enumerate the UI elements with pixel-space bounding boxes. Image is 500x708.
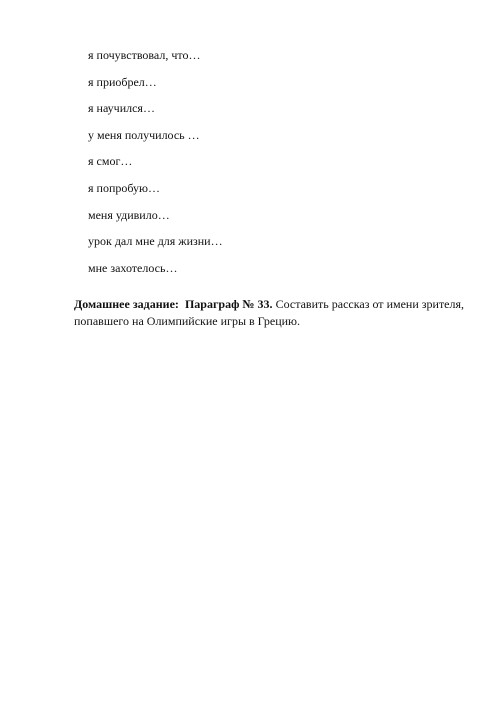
reflection-phrase: меня удивило…: [88, 207, 170, 222]
reflection-phrase: я смог…: [88, 154, 133, 169]
homework-line-1: [74, 296, 464, 313]
reflection-phrase: у меня получилось …: [88, 127, 200, 142]
homework-paragraph-number: Параграф № 33.: [184, 297, 273, 311]
reflection-phrase: я попробую…: [88, 180, 160, 195]
homework-paragraph: [74, 296, 464, 330]
reflection-phrase: мне захотелось…: [88, 260, 178, 275]
homework-task-end: попавшего на Олимпийские игры в Грецию.: [74, 314, 301, 328]
reflection-phrase: я приобрел…: [88, 74, 157, 89]
reflection-phrase: я научился…: [88, 101, 155, 116]
reflection-phrase: урок дал мне для жизни…: [88, 234, 223, 249]
homework-task-start: Составить рассказ от имени зрителя,: [275, 297, 465, 311]
homework-label: Домашнее задание:: [74, 297, 179, 311]
reflection-phrase-list: [88, 48, 223, 287]
reflection-phrase: я почувствовал, что…: [88, 48, 201, 62]
